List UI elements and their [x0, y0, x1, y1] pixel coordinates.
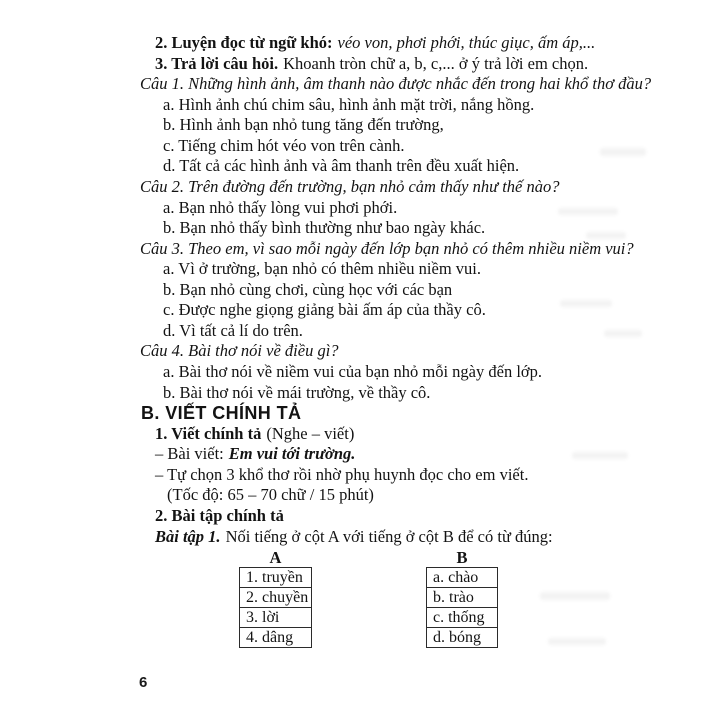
- page-number: 6: [139, 674, 148, 691]
- spelling-exercise-1-instruction: Nối tiếng ở cột A với tiếng ở cột B để có từ đúng:: [225, 526, 553, 546]
- question-1-option-b: b. Hình ảnh bạn nhỏ tung tăng đến trường,: [163, 115, 444, 135]
- reading-exercise-2-label: 2. Luyện đọc từ ngữ khó:: [155, 33, 333, 52]
- matching-exercise-tables: [140, 548, 640, 658]
- column-b-cell-a: a. chào: [426, 567, 498, 588]
- question-1-prompt: Câu 1. Những hình ảnh, âm thanh nào được nhắc đến trong hai khổ thơ đầu?: [140, 74, 652, 94]
- dictation-title-label: – Bài viết:: [155, 444, 224, 464]
- column-a-cell-2: 2. chuyền: [239, 587, 312, 608]
- question-1-option-a: a. Hình ảnh chú chim sâu, hình ảnh mặt trời, nắng hồng.: [163, 94, 535, 114]
- dictation-item-1-mode: (Nghe – viết): [266, 423, 355, 443]
- reading-exercise-2-words: véo von, phơi phới, thúc giục, ấm áp,...: [337, 33, 596, 52]
- match-table-column-a: [239, 548, 312, 648]
- column-b-cell-b: b. trào: [426, 587, 498, 608]
- question-4-option-b: b. Bài thơ nói về mái trường, về thầy cô.: [163, 382, 431, 402]
- question-1-option-d: d. Tất cả các hình ảnh và âm thanh trên đều xuất hiện.: [163, 156, 520, 176]
- column-a-cell-3: 3. lời: [239, 607, 312, 628]
- column-a-cell-1: 1. truyền: [239, 567, 312, 588]
- column-a-cell-4: 4. dâng: [239, 627, 312, 648]
- column-a-header: A: [269, 548, 282, 568]
- dictation-item-1-label: 1. Viết chính tả: [155, 423, 262, 443]
- question-3-option-b: b. Bạn nhỏ cùng chơi, cùng học với các bạn: [163, 279, 453, 299]
- page-content: [140, 33, 652, 658]
- column-b-cell-c: c. thống: [426, 607, 498, 628]
- reading-exercise-3-label: 3. Trả lời câu hỏi.: [155, 53, 279, 73]
- spelling-exercises-heading: 2. Bài tập chính tả: [155, 505, 284, 525]
- question-3-option-c: c. Được nghe giọng giảng bài ấm áp của thầy cô.: [163, 300, 486, 320]
- spelling-exercise-1-label: Bài tập 1.: [155, 526, 221, 546]
- question-2-option-b: b. Bạn nhỏ thấy bình thường như bao ngày khác.: [163, 218, 486, 238]
- dictation-title-line: [140, 444, 640, 465]
- reading-exercise-3: [140, 54, 640, 75]
- question-2-option-a: a. Bạn nhỏ thấy lòng vui phơi phới.: [163, 197, 398, 217]
- spelling-exercise-1: [140, 527, 640, 548]
- reading-exercise-3-instruction: Khoanh tròn chữ a, b, c,... ở ý trả lời em chọn.: [283, 53, 589, 73]
- column-b-cell-d: d. bóng: [426, 627, 498, 648]
- match-table-column-b: [426, 548, 498, 648]
- question-3-prompt: Câu 3. Theo em, vì sao mỗi ngày đến lớp bạn nhỏ có thêm nhiều niềm vui?: [140, 238, 634, 258]
- section-b-heading: B. VIẾT CHÍNH TẢ: [141, 403, 302, 424]
- dictation-item-1: [140, 424, 640, 445]
- reading-exercise-2: [140, 33, 640, 54]
- question-3-option-a: a. Vì ở trường, bạn nhỏ có thêm nhiều niềm vui.: [163, 259, 481, 279]
- dictation-title: Em vui tới trường.: [228, 444, 356, 464]
- question-1-option-c: c. Tiếng chim hót véo von trên cành.: [163, 135, 405, 155]
- question-3-option-d: d. Vì tất cả lí do trên.: [163, 320, 303, 340]
- dictation-speed-note: (Tốc độ: 65 – 70 chữ / 15 phút): [167, 485, 374, 505]
- question-4-option-a: a. Bài thơ nói về niềm vui của bạn nhỏ mỗi ngày đến lớp.: [163, 362, 543, 381]
- column-b-header: B: [456, 548, 468, 568]
- dictation-instruction: – Tự chọn 3 khổ thơ rồi nhờ phụ huynh đọc cho em viết.: [155, 464, 529, 484]
- question-2-prompt: Câu 2. Trên đường đến trường, bạn nhỏ cảm thấy như thế nào?: [140, 176, 560, 196]
- question-4-prompt: Câu 4. Bài thơ nói về điều gì?: [140, 341, 339, 361]
